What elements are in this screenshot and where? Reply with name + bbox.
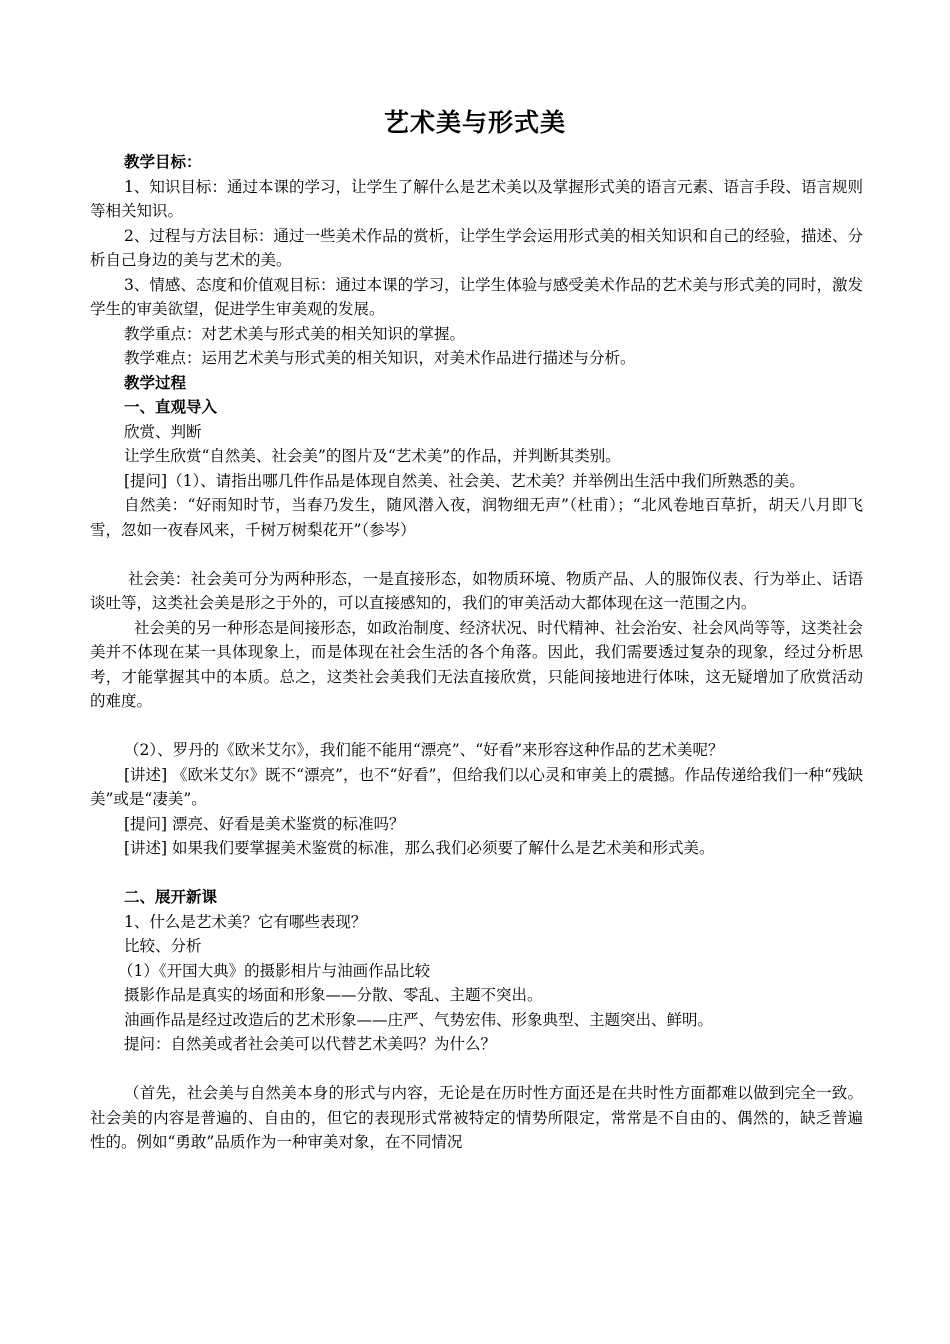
question-4: 提问：自然美或者社会美可以代替艺术美吗？为什么？	[124, 1035, 497, 1053]
social-beauty-indirect: 社会美的另一种形态是间接形态，如政治制度、经济状况、时代精神、社会治安、社会风尚等等，这类社会美并不体现在某一具体现象上，而是体现在社会生活的各个角落。因此，我们需要透过复杂的现象，经过分析思考，才能掌握其中的本质。总之，这类社会美我们无法直接欣赏，只能间接地进行体味，这无疑增加了欣赏活动的难度。	[90, 618, 863, 710]
goal-knowledge: 1、知识目标：通过本课的学习，让学生了解什么是艺术美以及掌握形式美的语言元素、语言手段、语言规则等相关知识。	[90, 177, 863, 220]
spacer	[90, 1057, 863, 1082]
compare-item: （1）《开国大典》的摄影相片与油画作品比较	[118, 961, 431, 980]
lecture-1: [讲述] 《欧米艾尔》既不“漂亮”，也不“好看”，但给我们以心灵和审美上的震撼。作品传递给我们一种“残缺美”或是“凄美”。	[90, 765, 863, 808]
social-beauty-direct: 社会美：社会美可分为两种形态，一是直接形态，如物质环境、物质产品、人的服饰仪表、行为举止、话语谈吐等，这类社会美是形之于外的，可以直接感知的，我们的审美活动大都体现在这一范围之内。	[90, 569, 863, 612]
appreciate-label: 欣赏、判断	[124, 422, 202, 441]
teaching-difficulty: 教学难点：运用艺术美与形式美的相关知识，对美术作品进行描述与分析。	[124, 349, 636, 367]
compare-label: 比较、分析	[124, 937, 202, 955]
lecture-2: [讲述] 如果我们要掌握美术鉴赏的标准，那么我们必须要了解什么是艺术美和形式美。	[124, 839, 715, 857]
document-title: 艺术美与形式美	[383, 108, 566, 137]
process-heading: 教学过程	[124, 373, 187, 392]
question-3: [提问] 漂亮、好看是美术鉴赏的标准吗？	[124, 814, 405, 833]
goal-attitude: 3、情感、态度和价值观目标：通过本课的学习，让学生体验与感受美术作品的艺术美与形式美的同时，激发学生的审美欲望，促进学生审美观的发展。	[90, 275, 863, 318]
section1-heading: 一、直观导入	[124, 398, 218, 416]
question-2: （2）、罗丹的《欧米艾尔》，我们能不能用“漂亮”、“好看”来形容这种作品的艺术美呢？	[124, 741, 724, 759]
spacer	[90, 861, 863, 886]
document-body	[90, 150, 863, 1155]
question-1: [提问]（1）、请指出哪几件作品是体现自然美、社会美、艺术美？并举例出生活中我们所熟悉的美。	[124, 471, 805, 490]
natural-beauty: 自然美：“好雨知时节，当春乃发生，随风潜入夜，润物细无声”（杜甫）；“北风卷地百草折，胡天八月即飞雪，忽如一夜春风来，千树万树梨花开”（参岑）	[90, 496, 863, 539]
spacer	[90, 542, 863, 567]
photo-work: 摄影作品是真实的场面和形象——分散、零乱、主题不突出。	[124, 986, 543, 1004]
answer-start: （首先，社会美与自然美本身的形式与内容，无论是在历时性方面还是在共时性方面都难以做到完全一致。社会美的内容是普遍的、自由的，但它的表现形式常被特定的情势所限定，常常是不自由的、偶然的，缺乏普遍性的。例如“勇敢”品质作为一种审美对象，在不同情况	[90, 1084, 863, 1151]
oil-work: 油画作品是经过改造后的艺术形象——庄严、气势宏伟、形象典型、主题突出、鲜明。	[124, 1010, 714, 1029]
spacer	[90, 714, 863, 739]
goal-process: 2、过程与方法目标：通过一些美术作品的赏析，让学生学会运用形式美的相关知识和自己的经验，描述、分析自己身边的美与艺术的美。	[90, 226, 863, 269]
intro-task: 让学生欣赏“自然美、社会美”的图片及“艺术美”的作品，并判断其类别。	[124, 447, 621, 465]
goals-heading: 教学目标：	[124, 153, 202, 171]
teaching-key-point: 教学重点：对艺术美与形式美的相关知识的掌握。	[124, 324, 466, 343]
section2-heading: 二、展开新课	[124, 888, 218, 906]
what-is-art-beauty: 1、什么是艺术美？它有哪些表现？	[124, 912, 367, 931]
